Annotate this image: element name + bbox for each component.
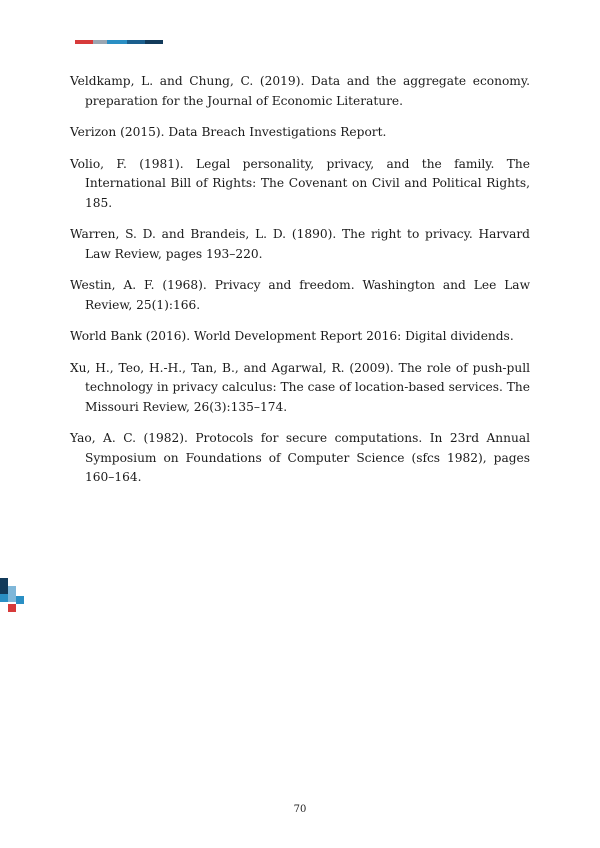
corner-pixel-mid	[16, 596, 24, 604]
header-bar-segment-mid-blue	[127, 40, 145, 44]
header-color-bar	[75, 40, 163, 44]
page-number: 70	[293, 804, 307, 815]
header-bar-segment-red	[75, 40, 93, 44]
header-bar-segment-grey	[93, 40, 107, 44]
reference-entry: Yao, A. C. (1982). Protocols for secure computations. In 23rd Annual Symposium on Foundations of Computer Science (sfcs 1982), pages 160–164.	[70, 431, 530, 484]
reference-entry: Volio, F. (1981). Legal personality, privacy, and the family. The International Bill of Rights: The Covenant on Civil and Political Rights, 185.	[70, 156, 530, 210]
corner-pixel-light	[8, 586, 16, 594]
header-bar-segment-blue	[107, 40, 127, 44]
reference-entry: Westin, A. F. (1968). Privacy and freedom. Washington and Lee Law Review, 25(1):166.	[70, 278, 530, 312]
corner-pixel-decoration	[0, 578, 30, 614]
header-bar-segment-dark-blue	[145, 40, 163, 44]
corner-pixel-dark	[0, 578, 8, 586]
reference-entry: Verizon (2015). Data Breach Investigations Report.	[70, 125, 387, 139]
reference-entry: Veldkamp, L. and Chung, C. (2019). Data and the aggregate economy. preparation for the Journal of Economic Literature.	[70, 74, 530, 108]
reference-entry: World Bank (2016). World Development Report 2016: Digital dividends.	[70, 329, 514, 343]
corner-pixel-mid	[0, 594, 8, 602]
reference-list	[70, 72, 530, 500]
reference-entry: Xu, H., Teo, H.-H., Tan, B., and Agarwal, R. (2009). The role of push-pull technology in privacy calculus: The case of location-based services. The Missouri Review, 26(3):135–174.	[70, 360, 530, 414]
reference-entry: Warren, S. D. and Brandeis, L. D. (1890). The right to privacy. Harvard Law Review, pages 193–220.	[70, 227, 530, 261]
corner-pixel-light	[8, 594, 16, 602]
corner-pixel-red	[8, 604, 16, 612]
corner-pixel-dark	[0, 586, 8, 594]
